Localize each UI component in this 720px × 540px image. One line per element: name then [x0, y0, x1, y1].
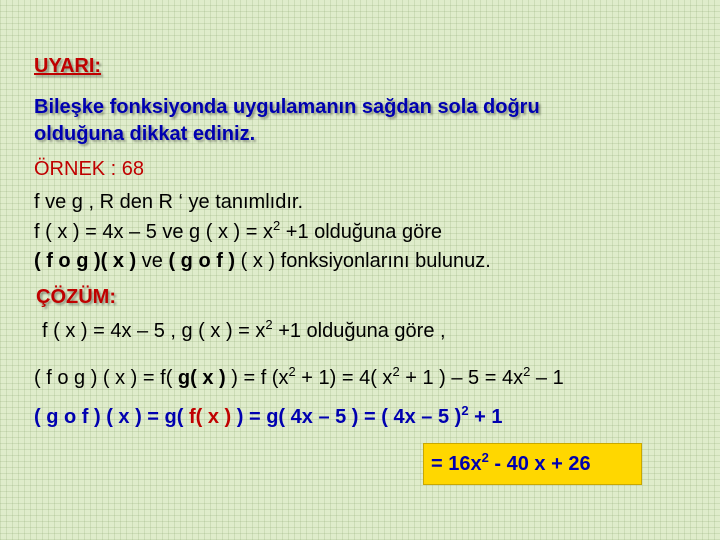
example-fog: ( f o g )( x ) — [34, 250, 137, 272]
solution-line-2-d: + 1) = 4( x — [295, 367, 393, 389]
solution-line-2-f: – 1 — [530, 367, 564, 389]
answer-a: = 16x — [431, 453, 482, 475]
solution-line-3 — [34, 405, 502, 429]
example-line-2-exp: 2 — [272, 218, 281, 233]
answer-b: - 40 x + 26 — [488, 453, 591, 475]
example-line-1: f ve g , R den R ‘ ye tanımlıdır. — [34, 191, 304, 213]
example-line-2 — [34, 220, 442, 244]
solution-line-1-a: f ( x ) = 4x – 5 , g ( x ) = x — [42, 320, 266, 342]
solution-line-2-a: ( f o g ) ( x ) = f( — [34, 367, 178, 389]
example-line-3 — [34, 249, 491, 273]
answer-text — [431, 452, 591, 476]
solution-line-2-inner: g( x ) — [177, 367, 226, 389]
solution-line-3-inner: f( x ) — [188, 406, 232, 428]
solution-line-3-c: ) = g( 4x – 5 ) = ( 4x – 5 ) — [231, 406, 462, 428]
warning-line-2: olduğuna dikkat ediniz. — [34, 123, 256, 145]
solution-line-2-c: ) = f (x — [225, 367, 289, 389]
example-gof: ( g o f ) — [168, 250, 236, 272]
warning-line-1: Bileşke fonksiyonda uygulamanın sağdan sola doğru — [34, 96, 540, 118]
example-line-3-rest: ( x ) fonksiyonlarını bulunuz. — [235, 250, 491, 272]
warning-label: UYARI: — [34, 55, 102, 77]
solution-line-2-exp3: 2 — [523, 364, 531, 379]
solution-line-1-b: +1 olduğuna göre , — [272, 320, 446, 342]
solution-line-2-exp2: 2 — [392, 364, 400, 379]
solution-line-2 — [34, 366, 564, 390]
solution-line-3-d: + 1 — [468, 406, 503, 428]
solution-label: ÇÖZÜM: — [36, 286, 116, 308]
solution-line-1 — [42, 319, 446, 343]
example-line-2-a: f ( x ) = 4x – 5 ve g ( x ) = x — [34, 221, 273, 243]
example-line-2-b: +1 olduğuna göre — [280, 221, 443, 243]
solution-line-2-exp1: 2 — [288, 364, 296, 379]
solution-line-3-exp: 2 — [461, 403, 469, 418]
example-label: ÖRNEK : 68 — [34, 158, 145, 180]
example-ve: ve — [136, 250, 169, 272]
solution-line-1-exp: 2 — [265, 317, 273, 332]
solution-line-2-e: + 1 ) – 5 = 4x — [399, 367, 524, 389]
solution-line-3-a: ( g o f ) ( x ) = g( — [34, 406, 189, 428]
answer-exp: 2 — [481, 450, 489, 465]
